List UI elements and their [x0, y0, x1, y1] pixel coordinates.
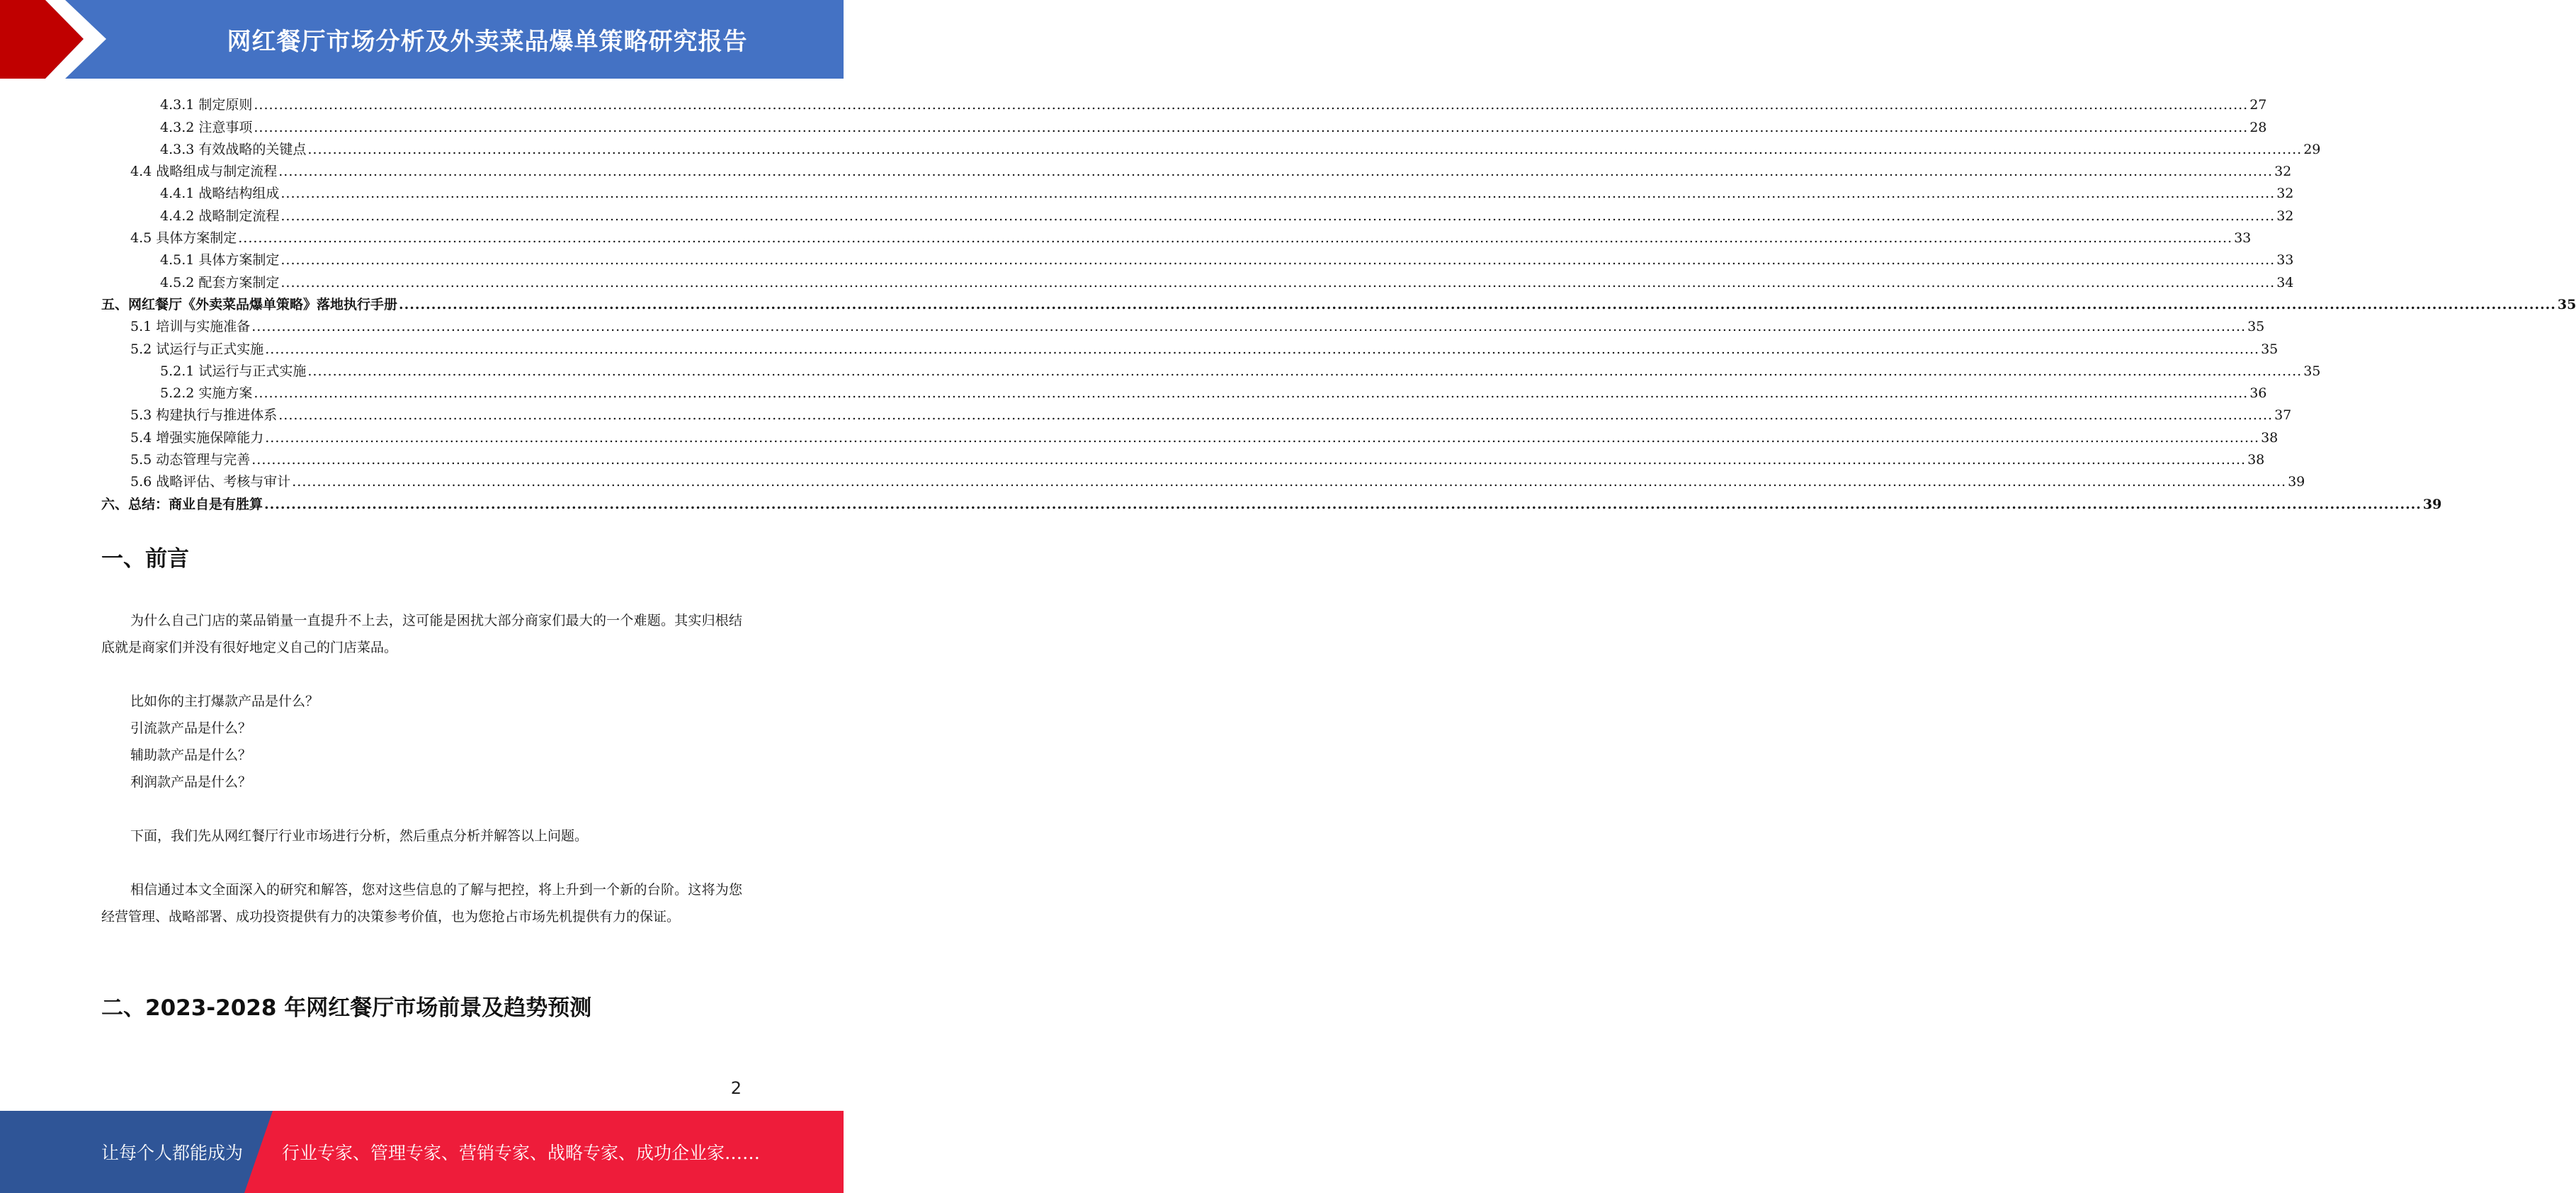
toc-leader-dots: ................................................................................................................................................................................................................................................................................................................................................................................................................ — [280, 274, 2276, 290]
section-heading-market-forecast: 二、2023-2028 年网红餐厅市场前景及趋势预测 — [101, 995, 592, 1021]
toc-entry-page-number: 33 — [2276, 252, 2294, 268]
toc-leader-dots: ................................................................................................................................................................................................................................................................................................................................................................................................................ — [278, 407, 2274, 424]
toc-entry-label: 五、网红餐厅《外卖菜品爆单策略》落地执行手册 — [101, 296, 398, 312]
preface-paragraph-1: 为什么自己门店的菜品销量一直提升不上去，这可能是困扰大部分商家们最大的一个难题。其实归根结底就是商家们并没有很好地定义自己的门店菜品。 — [101, 613, 742, 655]
toc-entry-page-number: 29 — [2303, 141, 2321, 157]
toc-entry[interactable] — [101, 423, 2279, 446]
toc-entry-page-number: 37 — [2274, 407, 2292, 424]
toc-entry[interactable] — [101, 113, 2267, 135]
toc-leader-dots: ................................................................................................................................................................................................................................................................................................................................................................................................................ — [280, 252, 2276, 268]
toc-entry[interactable] — [101, 379, 2267, 402]
toc-entry-page-number: 34 — [2276, 274, 2294, 290]
toc-entry[interactable] — [101, 179, 2294, 202]
preface-paragraph-2: 下面，我们先从网红餐厅行业市场进行分析，然后重点分析并解答以上问题。 — [130, 828, 589, 844]
toc-entry[interactable] — [101, 91, 2267, 113]
toc-entry-label: 5.2 试运行与正式实施 — [130, 341, 264, 357]
toc-entry-page-number: 27 — [2249, 97, 2267, 113]
toc-entry[interactable] — [101, 157, 2292, 180]
toc-leader-dots: ................................................................................................................................................................................................................................................................................................................................................................................................................ — [251, 452, 2247, 468]
toc-entry-page-number: 28 — [2249, 119, 2267, 135]
toc-leader-dots: ................................................................................................................................................................................................................................................................................................................................................................................................................ — [251, 319, 2247, 335]
toc-entry-page-number: 35 — [2557, 296, 2576, 312]
toc-leader-dots: ................................................................................................................................................................................................................................................................................................................................................................................................................ — [265, 429, 2260, 446]
toc-entry-label: 4.5.2 配套方案制定 — [160, 274, 280, 290]
toc-entry-page-number: 36 — [2249, 385, 2267, 402]
page-number: 2 — [730, 1078, 742, 1098]
toc-entry[interactable] — [101, 268, 2294, 290]
toc-entry-page-number: 38 — [2261, 429, 2279, 446]
preface-paragraph-3: 相信通过本文全面深入的研究和解答，您对这些信息的了解与把控，将上升到一个新的台阶。这将为您经营管理、战略部署、成功投资提供有力的决策参考价值，也为您抢占市场先机提供有力的保证。 — [101, 882, 742, 925]
toc-entry[interactable] — [101, 290, 2576, 312]
toc-leader-dots: ................................................................................................................................................................................................................................................................................................................................................................................................................ — [278, 164, 2274, 180]
toc-entry-page-number: 39 — [2422, 496, 2442, 512]
toc-leader-dots: ................................................................................................................................................................................................................................................................................................................................................................................................................ — [307, 363, 2303, 379]
toc-entry-label: 4.4.1 战略结构组成 — [160, 186, 280, 202]
toc-entry-label: 5.4 增强实施保障能力 — [130, 429, 264, 446]
toc-entry[interactable] — [101, 446, 2265, 468]
toc-entry-page-number: 32 — [2274, 164, 2292, 180]
toc-entry-label: 5.3 构建执行与推进体系 — [130, 407, 278, 424]
toc-leader-dots: ................................................................................................................................................................................................................................................................................................................................................................................................................ — [254, 385, 2249, 402]
toc-entry-label: 4.4.2 战略制定流程 — [160, 208, 280, 224]
toc-entry-label: 5.2.2 实施方案 — [160, 385, 253, 402]
toc-entry-label: 4.5 具体方案制定 — [130, 230, 237, 247]
toc-entry[interactable] — [101, 201, 2294, 224]
toc-entry[interactable] — [101, 224, 2252, 247]
toc-entry[interactable] — [101, 246, 2294, 268]
toc-leader-dots: ................................................................................................................................................................................................................................................................................................................................................................................................................ — [280, 208, 2276, 224]
toc-leader-dots: ................................................................................................................................................................................................................................................................................................................................................................................................................ — [238, 230, 2233, 247]
toc-leader-dots: ................................................................................................................................................................................................................................................................................................................................................................................................................ — [265, 341, 2260, 357]
toc-entry-label: 4.5.1 具体方案制定 — [160, 252, 280, 268]
toc-entry-label: 5.1 培训与实施准备 — [130, 319, 251, 335]
section-heading-preface: 一、前言 — [101, 546, 189, 572]
toc-entry[interactable] — [101, 334, 2279, 357]
toc-entry-page-number: 33 — [2234, 230, 2252, 247]
toc-leader-dots: ................................................................................................................................................................................................................................................................................................................................................................................................................ — [280, 186, 2276, 202]
footer-slogan-right: 行业专家、管理专家、营销专家、战略专家、成功企业家…… — [282, 1143, 761, 1163]
toc-entry[interactable] — [101, 490, 2442, 512]
toc-entry-label: 5.6 战略评估、考核与审计 — [130, 474, 291, 490]
page-footer — [0, 1111, 844, 1193]
question-line: 引流款产品是什么？ — [130, 720, 252, 736]
toc-entry-page-number: 35 — [2247, 319, 2265, 335]
toc-entry[interactable] — [101, 312, 2265, 335]
toc-entry-label: 4.4 战略组成与制定流程 — [130, 164, 278, 180]
toc-entry-page-number: 35 — [2261, 341, 2279, 357]
toc-entry-label: 5.2.1 试运行与正式实施 — [160, 363, 307, 379]
toc-leader-dots: ................................................................................................................................................................................................................................................................................................................................................................................................................ — [254, 97, 2249, 113]
table-of-contents — [101, 91, 2576, 512]
question-line: 辅助款产品是什么？ — [130, 747, 252, 763]
toc-entry[interactable] — [101, 468, 2305, 490]
toc-entry-page-number: 35 — [2303, 363, 2321, 379]
question-line: 利润款产品是什么？ — [130, 774, 252, 790]
toc-entry[interactable] — [101, 401, 2292, 424]
toc-entry-label: 六、总结：商业自是有胜算 — [101, 496, 263, 512]
toc-leader-dots: ................................................................................................................................................................................................................................................................................................................................................................................................................ — [307, 141, 2303, 157]
toc-entry-label: 5.5 动态管理与完善 — [130, 452, 251, 468]
toc-entry-label: 4.3.2 注意事项 — [160, 119, 253, 135]
toc-leader-dots: ................................................................................................................................................................................................................................................................................................................................................................................................................ — [254, 119, 2249, 135]
toc-entry-page-number: 38 — [2247, 452, 2265, 468]
toc-entry-page-number: 32 — [2276, 208, 2294, 224]
toc-entry[interactable] — [101, 135, 2321, 157]
toc-leader-dots: ................................................................................................................................................................................................................................................................................................................................................................................................................ — [264, 496, 2422, 512]
question-line: 比如你的主打爆款产品是什么？ — [130, 694, 319, 709]
page-header — [0, 0, 844, 79]
toc-entry-page-number: 32 — [2276, 186, 2294, 202]
toc-entry-page-number: 39 — [2288, 474, 2305, 490]
toc-leader-dots: ................................................................................................................................................................................................................................................................................................................................................................................................................ — [399, 296, 2556, 312]
toc-entry-label: 4.3.1 制定原则 — [160, 97, 253, 113]
footer-slogan-left: 让每个人都能成为 — [101, 1143, 244, 1163]
report-title: 网红餐厅市场分析及外卖菜品爆单策略研究报告 — [227, 28, 748, 56]
toc-entry[interactable] — [101, 357, 2321, 379]
toc-leader-dots: ................................................................................................................................................................................................................................................................................................................................................................................................................ — [292, 474, 2287, 490]
toc-entry-label: 4.3.3 有效战略的关键点 — [160, 141, 307, 157]
